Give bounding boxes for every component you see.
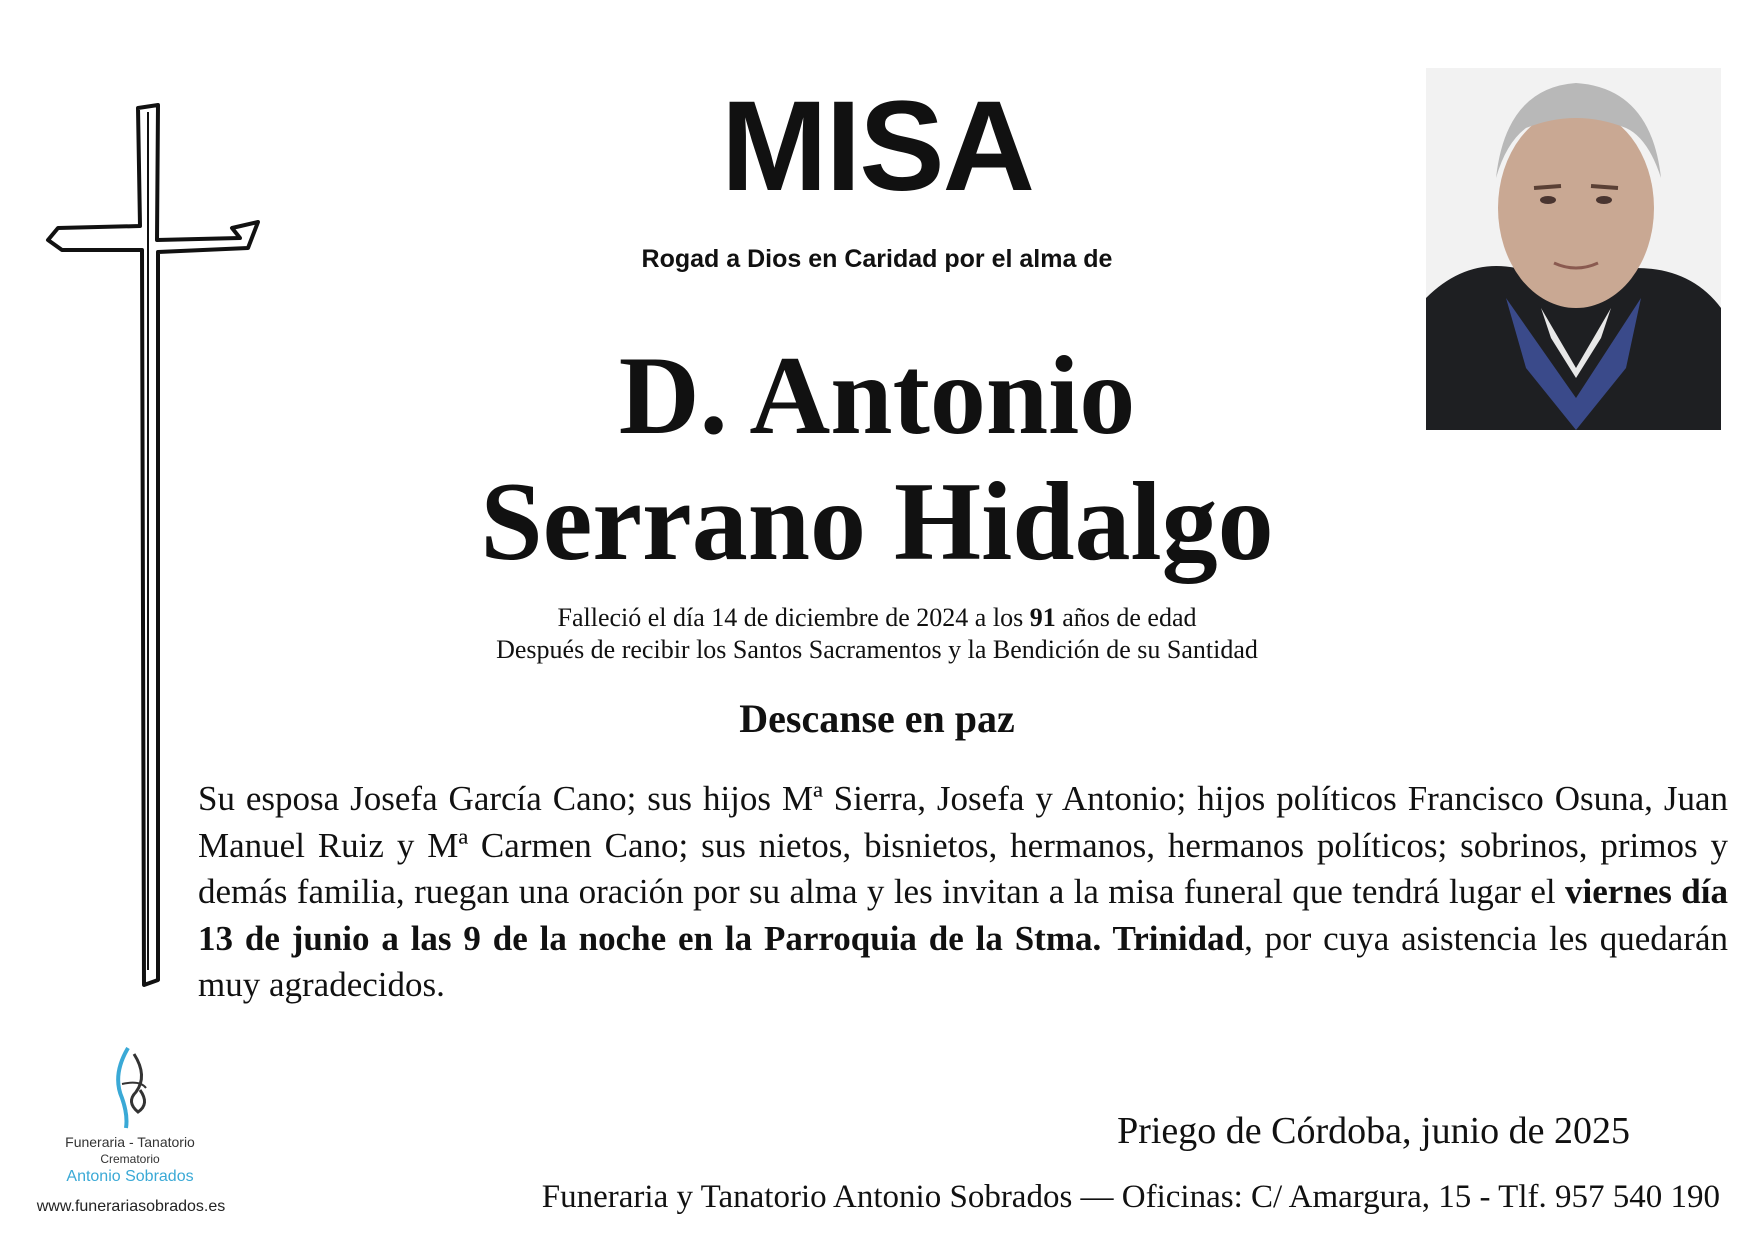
- funeral-home-contact: Funeraria y Tanatorio Antonio Sobrados — Oficinas: C/ Amargura, 15 - Tlf. 957 540 190: [541, 1179, 1720, 1215]
- place-date: Priego de Córdoba, junio de 2025: [1117, 1110, 1630, 1152]
- family-announcement: Su esposa Josefa García Cano; sus hijos Mª Sierra, Josefa y Antonio; hijos políticos Francisco Osuna, Juan Manuel Ruiz y Mª Carmen Cano; sus nietos, bisnietos, hermanos, hermanos políticos; sobrinos, primos y demás familia, ruegan una oración por su alma y les invitan a la misa funeral que tendrá lugar el viernes día 13 de junio a las 9 de la noche en la Parroquia de la Stma. Trinidad, por cuya asistencia les quedarán muy agradecidos.: [198, 779, 1728, 1004]
- website-link[interactable]: www.funerariasobrados.es: [36, 1198, 226, 1215]
- deceased-name-line1: D. Antonio: [618, 334, 1136, 458]
- logo-line2: Crematorio: [100, 1152, 160, 1166]
- logo-flame-icon: [30, 1040, 230, 1132]
- page-title: MISA: [721, 75, 1033, 218]
- age-value: 91: [1029, 603, 1056, 632]
- mass-details: viernes día 13 de junio a las 9 de la noche en la Parroquia de la Stma. Trinidad: [198, 872, 1728, 958]
- logo-line1: Funeraria - Tanatorio: [65, 1134, 195, 1150]
- sacraments-line: Después de recibir los Santos Sacramentos y la Bendición de su Santidad: [496, 635, 1258, 664]
- deceased-name-line2: Serrano Hidalgo: [480, 460, 1274, 584]
- logo-line3: Antonio Sobrados: [66, 1168, 194, 1185]
- funeral-home-logo: [30, 1040, 230, 1215]
- page-subtitle: Rogad a Dios en Caridad por el alma de: [641, 245, 1113, 273]
- death-date-line: Falleció el día 14 de diciembre de 2024 a los 91 años de edad: [557, 603, 1197, 632]
- death-info: [0, 602, 1754, 666]
- rest-in-peace-heading: Descanse en paz: [739, 696, 1015, 741]
